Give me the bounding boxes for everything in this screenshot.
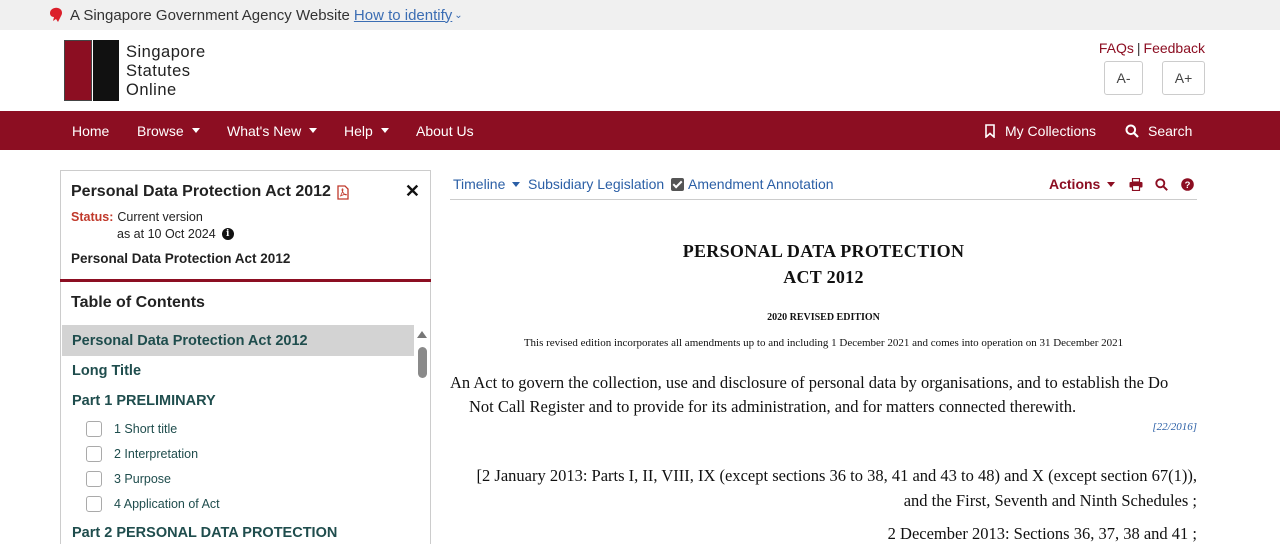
caret-down-icon bbox=[512, 182, 520, 187]
toc-panel bbox=[60, 170, 431, 544]
act-title-line-1: PERSONAL DATA PROTECTION bbox=[682, 241, 965, 261]
timeline-dropdown[interactable]: Timeline bbox=[453, 176, 520, 192]
toc-section-4[interactable]: 4 Application of Act bbox=[86, 496, 220, 512]
divider bbox=[60, 279, 431, 282]
header-links bbox=[1099, 40, 1205, 56]
nav-my-collections[interactable]: My Collections bbox=[984, 111, 1096, 150]
amendment-annotation-toggle[interactable]: Amendment Annotation bbox=[671, 176, 834, 192]
checkbox-checked-icon[interactable] bbox=[671, 178, 684, 191]
status-label: Status: bbox=[71, 210, 114, 224]
logo-text: Singapore Statutes Online bbox=[126, 43, 206, 99]
act-header bbox=[71, 183, 349, 201]
as-at-date: as at 10 Oct 2024 bbox=[117, 227, 216, 241]
nav-home[interactable]: Home bbox=[72, 122, 110, 139]
as-at-row bbox=[117, 227, 234, 241]
caret-down-icon bbox=[1107, 182, 1115, 187]
toc-item-act[interactable]: Personal Data Protection Act 2012 bbox=[62, 325, 414, 356]
gov-banner-text: A Singapore Government Agency Website bbox=[70, 6, 350, 24]
help-icon[interactable] bbox=[1181, 178, 1194, 191]
pdf-icon[interactable] bbox=[337, 185, 349, 200]
sso-logo[interactable] bbox=[64, 40, 206, 101]
toc-section-2[interactable]: 2 Interpretation bbox=[86, 446, 198, 462]
scrollbar-thumb[interactable] bbox=[418, 347, 427, 378]
faqs-link[interactable]: FAQs bbox=[1098, 40, 1134, 56]
commencement-line-1: [2 January 2013: Parts I, II, VIII, IX (except sections 36 to 38, 41 and 43 to 48) and X (except section 67(1)), bbox=[476, 466, 1197, 485]
actions-dropdown[interactable]: Actions bbox=[1049, 176, 1115, 192]
status-value: Current version bbox=[117, 210, 203, 224]
nav-search[interactable]: Search bbox=[1125, 111, 1192, 150]
site-header bbox=[0, 30, 1280, 111]
toc-item-long-title[interactable]: Long Title bbox=[72, 363, 142, 379]
search-icon[interactable] bbox=[1155, 178, 1168, 191]
toc-item-part1[interactable]: Part 1 PRELIMINARY bbox=[72, 393, 216, 409]
toc-item-part2[interactable]: Part 2 PERSONAL DATA PROTECTION bbox=[72, 525, 338, 541]
edition-label: 2020 REVISED EDITION bbox=[767, 312, 880, 323]
section-checkbox[interactable] bbox=[86, 421, 102, 437]
status-row bbox=[71, 210, 203, 224]
act-title: Personal Data Protection Act 2012 bbox=[71, 183, 331, 200]
subsidiary-legislation-link[interactable]: Subsidiary Legislation bbox=[528, 176, 665, 192]
long-title-line-2: Not Call Register and to provide for its administration, and for matters connected therewith. bbox=[469, 397, 1077, 416]
section-checkbox[interactable] bbox=[86, 471, 102, 487]
commencement-line-2: and the First, Seventh and Ninth Schedules ; bbox=[903, 491, 1197, 510]
feedback-link[interactable]: Feedback bbox=[1143, 40, 1205, 56]
content-toolbar bbox=[450, 170, 1197, 200]
svg-text:?: ? bbox=[1184, 180, 1191, 191]
chevron-down-icon[interactable]: ⌄ bbox=[454, 9, 463, 21]
toc-title: Table of Contents bbox=[71, 294, 205, 311]
search-icon bbox=[1125, 124, 1139, 138]
toc-section-3[interactable]: 3 Purpose bbox=[86, 471, 171, 487]
caret-down-icon bbox=[309, 128, 317, 133]
caret-down-icon bbox=[192, 128, 200, 133]
reference-link[interactable]: [22/2016] bbox=[1152, 421, 1197, 433]
section-checkbox[interactable] bbox=[86, 496, 102, 512]
toc-section-1[interactable]: 1 Short title bbox=[86, 421, 177, 437]
commencement-line-3: 2 December 2013: Sections 36, 37, 38 and 41 ; bbox=[887, 524, 1197, 543]
caret-down-icon bbox=[381, 128, 389, 133]
close-icon[interactable]: ✕ bbox=[404, 181, 420, 201]
nav-browse[interactable]: Browse bbox=[137, 111, 200, 150]
nav-whats-new[interactable]: What's New bbox=[227, 111, 317, 150]
long-title-line-1: An Act to govern the collection, use and disclosure of personal data by organisations, and to establish the Do bbox=[450, 373, 1169, 392]
nav-about[interactable]: About Us bbox=[416, 122, 474, 139]
revision-note: This revised edition incorporates all amendments up to and including 1 December 2021 and comes into operation on 31 December 2021 bbox=[523, 337, 1124, 349]
font-increase-button[interactable]: A+ bbox=[1162, 61, 1205, 95]
gov-banner bbox=[0, 0, 1280, 30]
how-to-identify-link[interactable]: How to identify bbox=[353, 6, 453, 24]
act-subtitle: Personal Data Protection Act 2012 bbox=[71, 251, 291, 266]
main-nav bbox=[0, 111, 1280, 150]
nav-help[interactable]: Help bbox=[344, 111, 389, 150]
scroll-up-arrow-icon[interactable] bbox=[417, 331, 427, 338]
logo-mark bbox=[64, 40, 122, 101]
info-icon[interactable]: i bbox=[222, 228, 234, 240]
bookmark-icon bbox=[984, 124, 996, 138]
section-checkbox[interactable] bbox=[86, 446, 102, 462]
font-decrease-button[interactable]: A- bbox=[1104, 61, 1143, 95]
link-separator: | bbox=[1136, 40, 1141, 56]
act-title-line-2: ACT 2012 bbox=[783, 267, 864, 287]
lion-head-icon bbox=[48, 7, 64, 23]
print-icon[interactable] bbox=[1129, 178, 1143, 191]
